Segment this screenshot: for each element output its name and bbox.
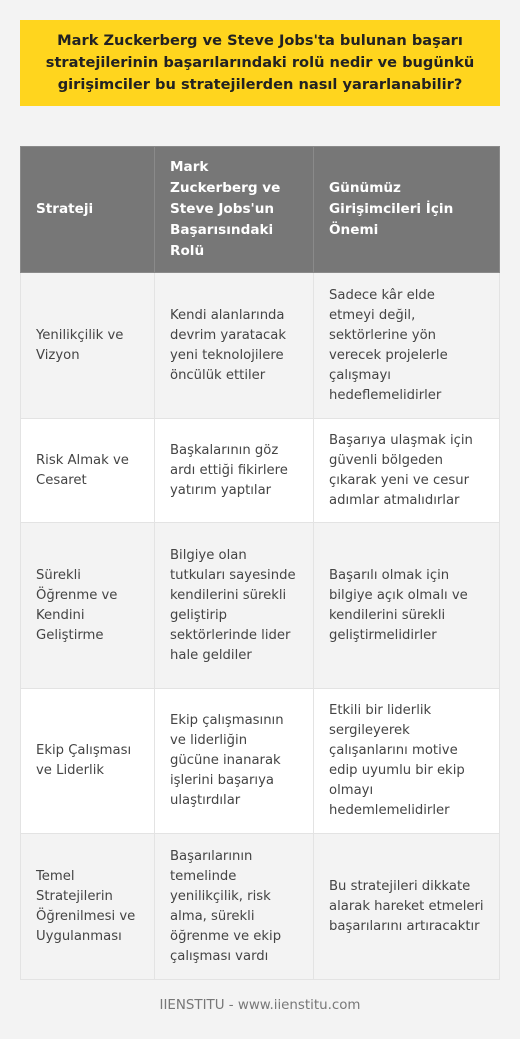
cell-importance: Sadece kâr elde etmeyi değil, sektörlerine yön verecek projelerle çalışmayı hedeflemelidirler	[314, 273, 500, 419]
page-title: Mark Zuckerberg ve Steve Jobs'ta bulunan başarı stratejilerinin başarılarındaki rolü nedir ve bugünkü girişimciler bu stratejilerden nasıl yararlanabilir?	[45, 32, 475, 93]
header-strategy: Strateji	[21, 147, 155, 273]
cell-role: Başarılarının temelinde yenilikçilik, risk alma, sürekli öğrenme ve ekip çalışması vardı	[155, 834, 314, 980]
cell-importance: Etkili bir liderlik sergileyerek çalışanlarını motive edip uyumlu bir ekip olmayı hedemlemelidirler	[314, 689, 500, 834]
table-row	[21, 834, 500, 980]
title-banner	[20, 20, 500, 106]
header-importance: Günümüz Girişimcileri İçin Önemi	[314, 147, 500, 273]
footer-source: IIENSTITU - www.iienstitu.com	[159, 998, 361, 1013]
cell-strategy: Sürekli Öğrenme ve Kendini Geliştirme	[21, 523, 155, 689]
table-row	[21, 419, 500, 523]
strategy-table	[20, 146, 500, 980]
table-header-row	[21, 147, 500, 273]
cell-role: Bilgiye olan tutkuları sayesinde kendilerini sürekli geliştirip sektörlerinde lider hale geldiler	[155, 523, 314, 689]
cell-strategy: Ekip Çalışması ve Liderlik	[21, 689, 155, 834]
table-row	[21, 689, 500, 834]
cell-strategy: Risk Almak ve Cesaret	[21, 419, 155, 523]
cell-role: Ekip çalışmasının ve liderliğin gücüne inanarak işlerini başarıya ulaştırdılar	[155, 689, 314, 834]
table-row	[21, 523, 500, 689]
cell-importance: Bu stratejileri dikkate alarak hareket etmeleri başarılarını artıracaktır	[314, 834, 500, 980]
header-role: Mark Zuckerberg ve Steve Jobs'un Başarısındaki Rolü	[155, 147, 314, 273]
cell-strategy: Yenilikçilik ve Vizyon	[21, 273, 155, 419]
cell-importance: Başarılı olmak için bilgiye açık olmalı ve kendilerini sürekli geliştirmelidirler	[314, 523, 500, 689]
cell-role: Başkalarının göz ardı ettiği fikirlere yatırım yaptılar	[155, 419, 314, 523]
table-row	[21, 273, 500, 419]
cell-importance: Başarıya ulaşmak için güvenli bölgeden çıkarak yeni ve cesur adımlar atmalıdırlar	[314, 419, 500, 523]
cell-strategy: Temel Stratejilerin Öğrenilmesi ve Uygulanması	[21, 834, 155, 980]
cell-role: Kendi alanlarında devrim yaratacak yeni teknolojilere öncülük ettiler	[155, 273, 314, 419]
